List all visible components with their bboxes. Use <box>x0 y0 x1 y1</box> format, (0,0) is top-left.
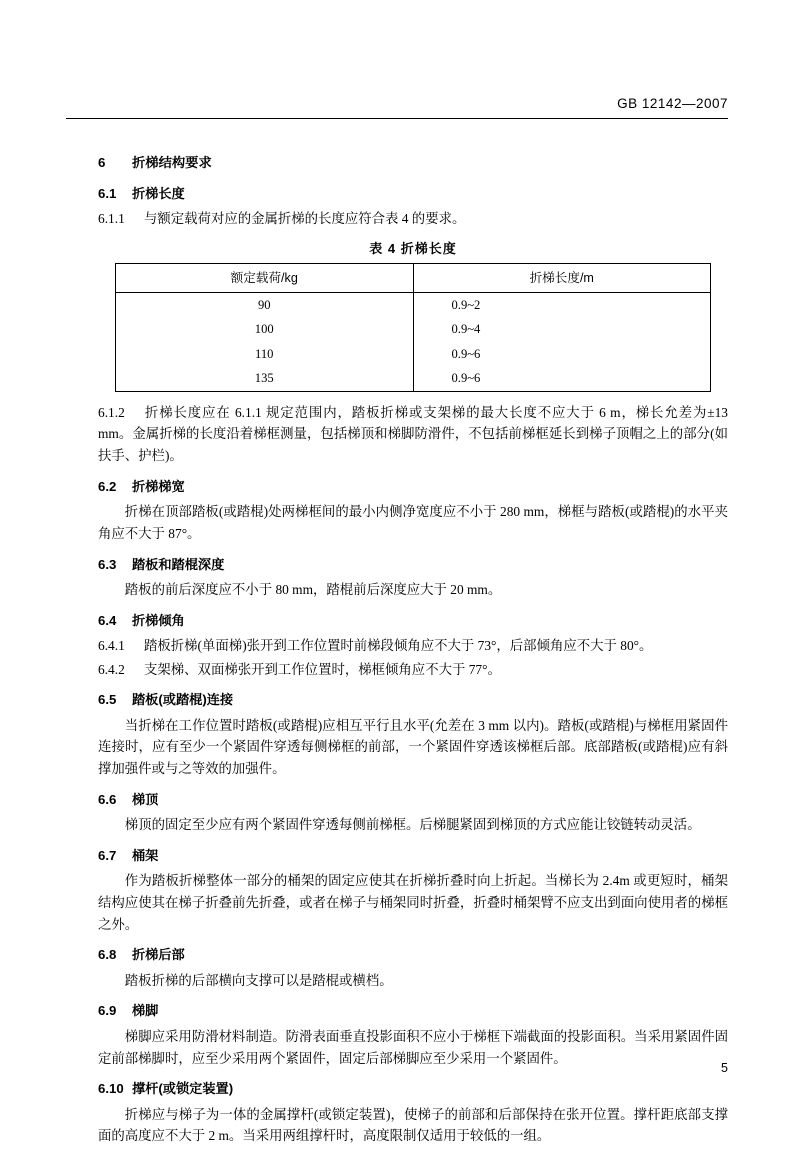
clause-number-6-1-1: 6.1.1 <box>98 210 125 226</box>
table-row <box>116 293 711 318</box>
header-divider <box>66 118 728 119</box>
section-heading-6-7 <box>98 845 728 866</box>
section-number-6-2: 6.2 <box>98 478 117 494</box>
section-number-6-8: 6.8 <box>98 947 117 963</box>
section-heading-6-3 <box>98 554 728 575</box>
document-body <box>98 140 728 1149</box>
section-title-6-9: 梯脚 <box>132 1003 159 1019</box>
table-4 <box>115 263 711 392</box>
cell-load: 135 <box>116 366 414 391</box>
section-heading-6-6 <box>98 789 728 810</box>
table-column-header-length: 折梯长度/m <box>413 263 711 292</box>
clause-6-1-1 <box>98 208 728 230</box>
clause-6-4-1 <box>98 635 728 657</box>
clause-text-6-6: 梯顶的固定至少应有两个紧固件穿透每侧前梯框。后梯腿紧固到梯顶的方式应能让铰链转动灵活。 <box>124 817 701 833</box>
clause-text-6-5: 当折梯在工作位置时踏板(或踏棍)应相互平行且水平(允差在 3 mm 以内)。踏板(或踏棍)与梯框用紧固件连接时，应有至少一个紧固件穿透每侧梯框的前部，一个紧固件穿透该梯框后部。底部踏板(或踏棍)应有斜撑加强件或与之等效的加强件。 <box>98 717 728 777</box>
clause-6-4-2 <box>98 659 728 681</box>
clause-number-6-4-2: 6.4.2 <box>98 661 125 677</box>
clause-text-6-4-2: 支架梯、双面梯张开到工作位置时，梯框倾角应不大于 77°。 <box>144 661 501 677</box>
table-row <box>116 366 711 391</box>
section-title-6-7: 桶架 <box>132 847 159 863</box>
clause-text-6-3: 踏板的前后深度应不小于 80 mm，踏棍前后深度应大于 20 mm。 <box>124 581 502 597</box>
clause-text-6-4-1: 踏板折梯(单面梯)张开到工作位置时前梯段倾角应不大于 73°，后部倾角应不大于 80°。 <box>144 637 653 653</box>
clause-text-6-9: 梯脚应采用防滑材料制造。防滑表面垂直投影面积不应小于梯框下端截面的投影面积。当采用紧固件固定前部梯脚时，应至少采用两个紧固件，固定后部梯脚应至少采用一个紧固件。 <box>98 1028 728 1066</box>
section-heading-6-1 <box>98 183 728 204</box>
table-4-caption: 表 4 折梯长度 <box>369 240 457 256</box>
section-number-6-10: 6.10 <box>98 1081 124 1097</box>
cell-load: 110 <box>116 342 414 366</box>
cell-length: 0.9~4 <box>413 317 711 341</box>
section-heading-6-8 <box>98 944 728 965</box>
section-title-6-2: 折梯梯宽 <box>132 478 185 494</box>
cell-length: 0.9~6 <box>413 366 711 391</box>
section-number-6-5: 6.5 <box>98 692 117 708</box>
section-number-6-3: 6.3 <box>98 556 117 572</box>
clause-text-6-1-2: 折梯长度应在 6.1.1 规定范围内，踏板折梯或支架梯的最大长度不应大于 6 m，梯长允差为±13 mm。金属折梯的长度沿着梯框测量，包括梯顶和梯脚防滑件，不包括前梯框延长到梯子顶帽之上的部分(如扶手、护栏)。 <box>98 404 728 464</box>
section-title-6-3: 踏板和踏棍深度 <box>132 556 225 572</box>
clause-text-6-8: 踏板折梯的后部横向支撑可以是踏棍或横档。 <box>124 972 393 988</box>
section-heading-6-10 <box>98 1078 728 1099</box>
section-number-6-6: 6.6 <box>98 791 117 807</box>
section-title-6-5: 踏板(或踏棍)连接 <box>132 692 234 708</box>
table-column-header-load: 额定载荷/kg <box>116 263 414 292</box>
section-number-6-4: 6.4 <box>98 612 117 628</box>
section-title-6-8: 折梯后部 <box>132 947 185 963</box>
section-number-6-1: 6.1 <box>98 185 117 201</box>
section-title-6: 折梯结构要求 <box>132 155 212 170</box>
clause-number-6-1-2: 6.1.2 <box>98 404 125 420</box>
page-number: 5 <box>721 1061 728 1075</box>
clause-number-6-4-1: 6.4.1 <box>98 637 125 653</box>
table-row <box>116 317 711 341</box>
section-heading-6 <box>98 152 728 174</box>
clause-6-1-2 <box>98 402 728 467</box>
section-heading-6-9 <box>98 1000 728 1021</box>
section-number-6-7: 6.7 <box>98 847 117 863</box>
table-header-row <box>116 263 711 292</box>
section-heading-6-2 <box>98 476 728 497</box>
table-row <box>116 342 711 366</box>
cell-length: 0.9~2 <box>413 293 711 318</box>
section-title-6-4: 折梯倾角 <box>132 612 185 628</box>
section-number-6-9: 6.9 <box>98 1003 117 1019</box>
section-title-6-6: 梯顶 <box>132 791 159 807</box>
clause-text-6-7: 作为踏板折梯整体一部分的桶架的固定应使其在折梯折叠时向上折起。当梯长为 2.4m 或更短时，桶架结构应使其在梯子折叠前先折叠，或者在梯子与桶架同时折叠，折叠时桶架臂不应支出到面向使用者的梯框之外。 <box>98 873 728 932</box>
section-title-6-10: 撑杆(或锁定装置) <box>132 1081 234 1097</box>
clause-text-6-10: 折梯应与梯子为一体的金属撑杆(或锁定装置)，使梯子的前部和后部保持在张开位置。撑杆距底部支撑面的高度应不大于 2 m。当采用两组撑杆时，高度限制仅适用于较低的一组。 <box>98 1106 728 1144</box>
cell-load: 100 <box>116 317 414 341</box>
cell-length: 0.9~6 <box>413 342 711 366</box>
section-title-6-1: 折梯长度 <box>132 185 185 201</box>
section-number-6: 6 <box>98 155 106 170</box>
cell-load: 90 <box>116 293 414 318</box>
clause-text-6-2: 折梯在顶部踏板(或踏棍)处两梯框间的最小内侧净宽度应不小于 280 mm，梯框与踏板(或踏棍)的水平夹角应不大于 87°。 <box>98 504 728 541</box>
clause-text-6-1-1: 与额定载荷对应的金属折梯的长度应符合表 4 的要求。 <box>144 210 466 226</box>
page-header-standard-code: GB 12142—2007 <box>617 96 728 111</box>
section-heading-6-5 <box>98 689 728 710</box>
section-heading-6-4 <box>98 610 728 631</box>
